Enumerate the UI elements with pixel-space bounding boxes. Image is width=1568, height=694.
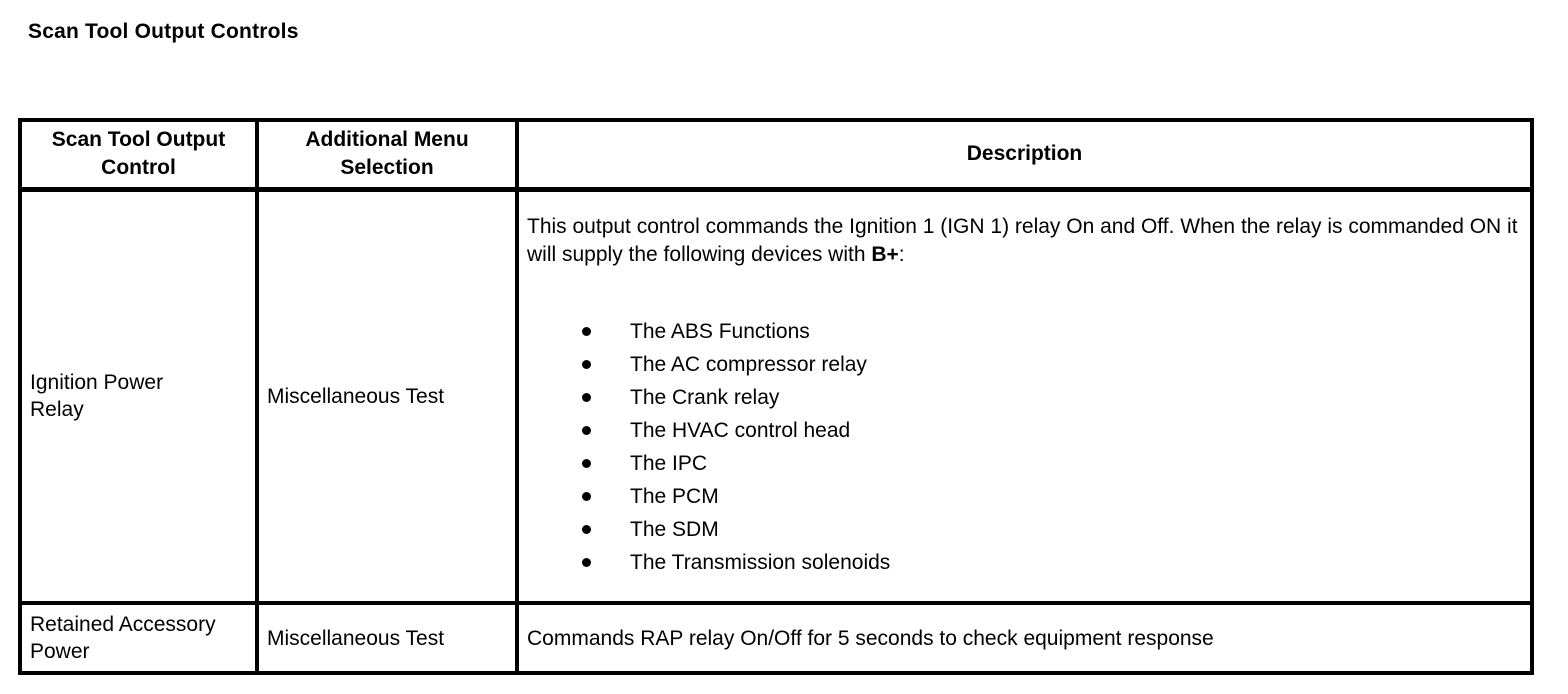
bullet-item: The PCM <box>527 480 1522 513</box>
description-intro-text: This output control commands the Ignition 1 (IGN 1) relay On and Off. When the relay is commanded ON it will supply the following devices with <box>527 215 1518 267</box>
menu-selection-text: Miscellaneous Test <box>267 626 445 650</box>
cell-menu-selection <box>257 189 517 603</box>
device-bullet-list <box>527 315 1522 579</box>
cell-description <box>517 603 1532 673</box>
table-row-ignition-power-relay <box>20 189 1532 603</box>
bullet-item: The HVAC control head <box>527 414 1522 447</box>
cell-menu-selection <box>257 603 517 673</box>
page-title: Scan Tool Output Controls <box>28 20 299 43</box>
column-header-label: Additional Menu Selection <box>305 128 469 180</box>
bullet-item: The Transmission solenoids <box>527 546 1522 579</box>
cell-control-name <box>20 603 257 673</box>
menu-selection-text: Miscellaneous Test <box>267 384 445 408</box>
column-header-additional-menu-selection <box>257 120 517 189</box>
description-paragraph <box>527 213 1522 269</box>
control-name-text: Ignition Power Relay <box>30 371 164 422</box>
cell-description <box>517 189 1532 603</box>
table-header-row <box>20 120 1532 189</box>
description-suffix-text: : <box>898 243 905 267</box>
cell-control-name <box>20 189 257 603</box>
description-bold-text: B+ <box>871 243 899 267</box>
column-header-label: Description <box>966 142 1083 166</box>
column-header-description <box>517 120 1532 189</box>
bullet-item: The SDM <box>527 513 1522 546</box>
control-name-text: Retained Accessory Power <box>30 612 216 664</box>
column-header-label: Scan Tool Output Control <box>51 128 226 180</box>
bullet-item: The IPC <box>527 447 1522 480</box>
column-header-scan-tool-output-control <box>20 120 257 189</box>
bullet-item: The ABS Functions <box>527 315 1522 348</box>
bullet-item: The AC compressor relay <box>527 348 1522 381</box>
description-text: Commands RAP relay On/Off for 5 seconds to check equipment response <box>527 626 1214 650</box>
scan-tool-output-controls-table <box>18 118 1534 675</box>
table-row-retained-accessory-power <box>20 603 1532 673</box>
bullet-item: The Crank relay <box>527 381 1522 414</box>
